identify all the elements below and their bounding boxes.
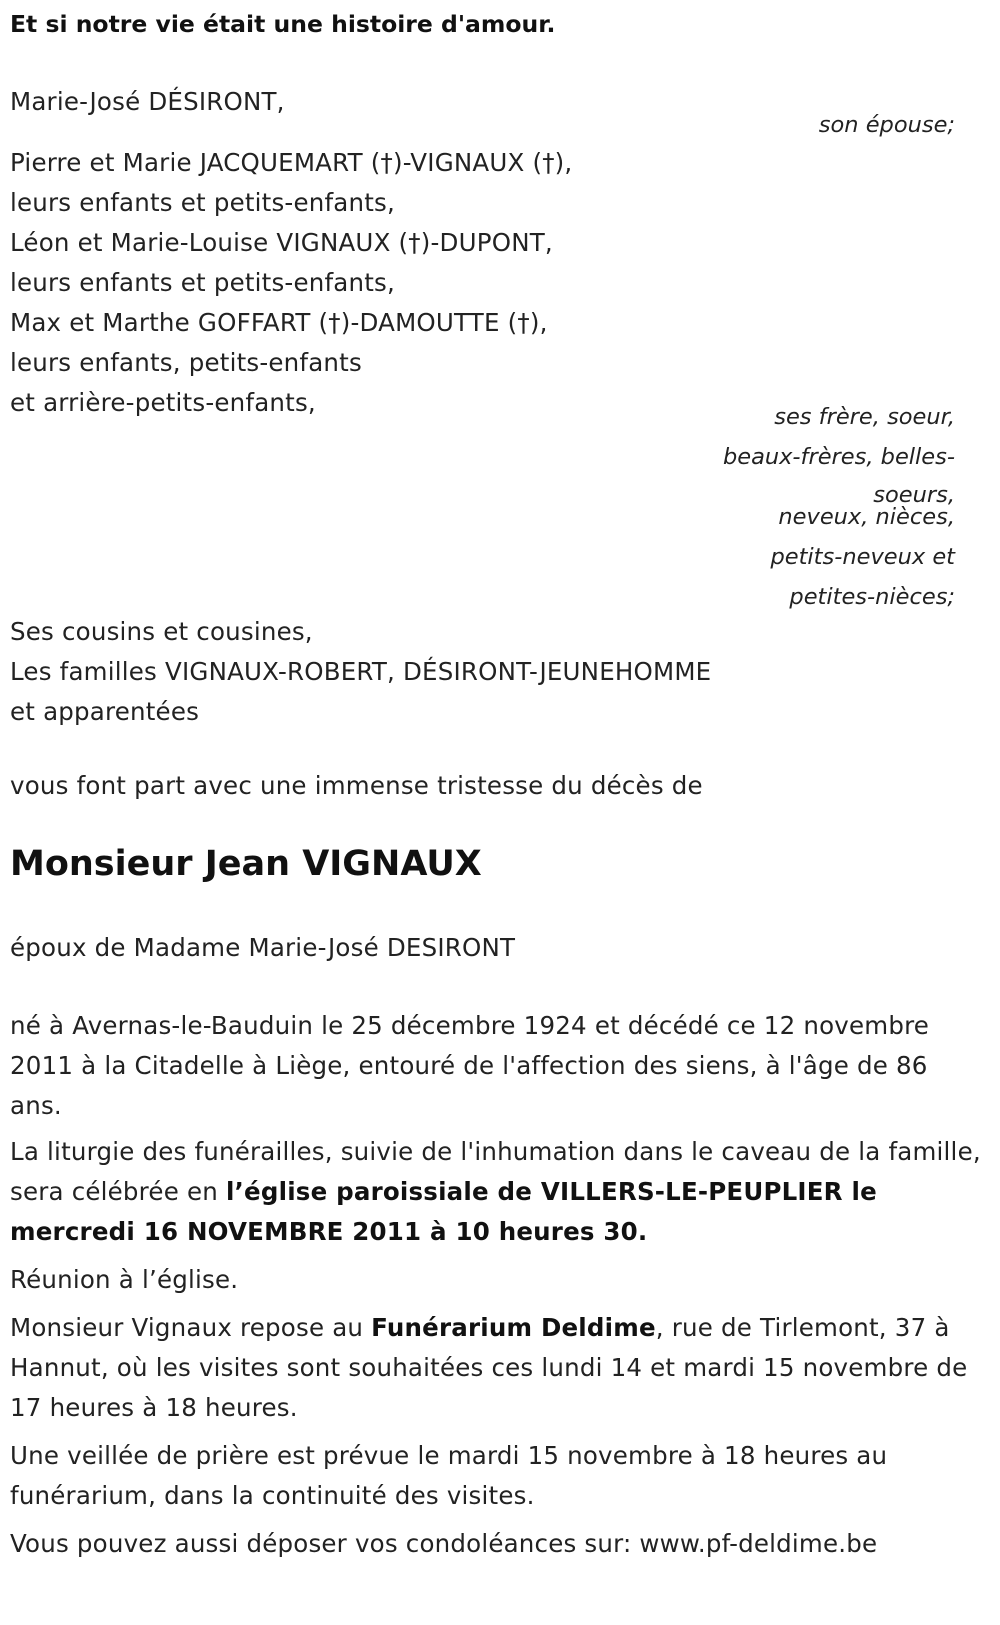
- relation-line: soeurs,: [873, 482, 955, 508]
- siblings-line: Léon et Marie-Louise VIGNAUX (†)-DUPONT,: [10, 228, 553, 257]
- deceased-name: Monsieur Jean VIGNAUX: [10, 844, 482, 884]
- relation-line: ses frère, soeur,: [774, 404, 955, 430]
- meeting-paragraph: Réunion à l’église.: [10, 1265, 239, 1294]
- funerarium-name: Funérarium Deldime: [371, 1313, 656, 1342]
- siblings-list: [10, 143, 572, 423]
- funeral-location: l’église paroissiale de VILLERS-LE-PEUPLIER le mercredi 16 NOVEMBRE 2011 à 10 heures 30.: [10, 1177, 877, 1246]
- rest-paragraph: [10, 1308, 985, 1428]
- vigil-paragraph: Une veillée de prière est prévue le mardi 15 novembre à 18 heures au funérarium, dans la continuité des visites.: [10, 1441, 888, 1510]
- details: [10, 1006, 985, 1564]
- relation-line: beaux-frères, belles-: [722, 444, 955, 470]
- nephews-relation: [770, 497, 955, 617]
- siblings-line: leurs enfants et petits-enfants,: [10, 188, 396, 217]
- siblings-line: et arrière-petits-enfants,: [10, 388, 316, 417]
- header-title: Et si notre vie était une histoire d'amour.: [10, 10, 556, 38]
- birth-death-paragraph: né à Avernas-le-Bauduin le 25 décembre 1924 et décédé ce 12 novembre 2011 à la Citadelle à Liège, entouré de l'affection des siens, à l'âge de 86 ans.: [10, 1011, 930, 1120]
- relation-line: petites-nièces;: [789, 584, 955, 610]
- rest-address: , rue de Tirlemont, 37 à Hannut, où les visites sont souhaitées ces lundi 14 et mardi 15 novembre de 17 heures à 18 heures.: [10, 1313, 968, 1422]
- others-line: Les familles VIGNAUX-ROBERT, DÉSIRONT-JEUNEHOMME: [10, 657, 712, 686]
- others-line: et apparentées: [10, 697, 200, 726]
- announcement-intro: vous font part avec une immense tristesse du décès de: [10, 771, 703, 800]
- spouse-name: Marie-José DÉSIRONT,: [10, 87, 285, 116]
- rest-text: Monsieur Vignaux repose au: [10, 1313, 372, 1342]
- siblings-line: leurs enfants et petits-enfants,: [10, 268, 396, 297]
- spouse-relation: son épouse;: [818, 112, 955, 138]
- condolences-paragraph: Vous pouvez aussi déposer vos condoléances sur: www.pf-deldime.be: [10, 1529, 878, 1558]
- funeral-paragraph: [10, 1132, 985, 1252]
- others-list: [10, 612, 711, 732]
- siblings-line: leurs enfants, petits-enfants: [10, 348, 362, 377]
- spouse-of: époux de Madame Marie-José DESIRONT: [10, 933, 516, 962]
- siblings-line: Pierre et Marie JACQUEMART (†)-VIGNAUX (†),: [10, 148, 573, 177]
- others-line: Ses cousins et cousines,: [10, 617, 313, 646]
- funeral-text: La liturgie des funérailles, suivie de l'inhumation dans le caveau de la famille, sera célébrée en: [10, 1137, 981, 1206]
- relation-line: neveux, nièces,: [778, 504, 955, 530]
- relation-line: petits-neveux et: [770, 544, 955, 570]
- siblings-line: Max et Marthe GOFFART (†)-DAMOUTTE (†),: [10, 308, 548, 337]
